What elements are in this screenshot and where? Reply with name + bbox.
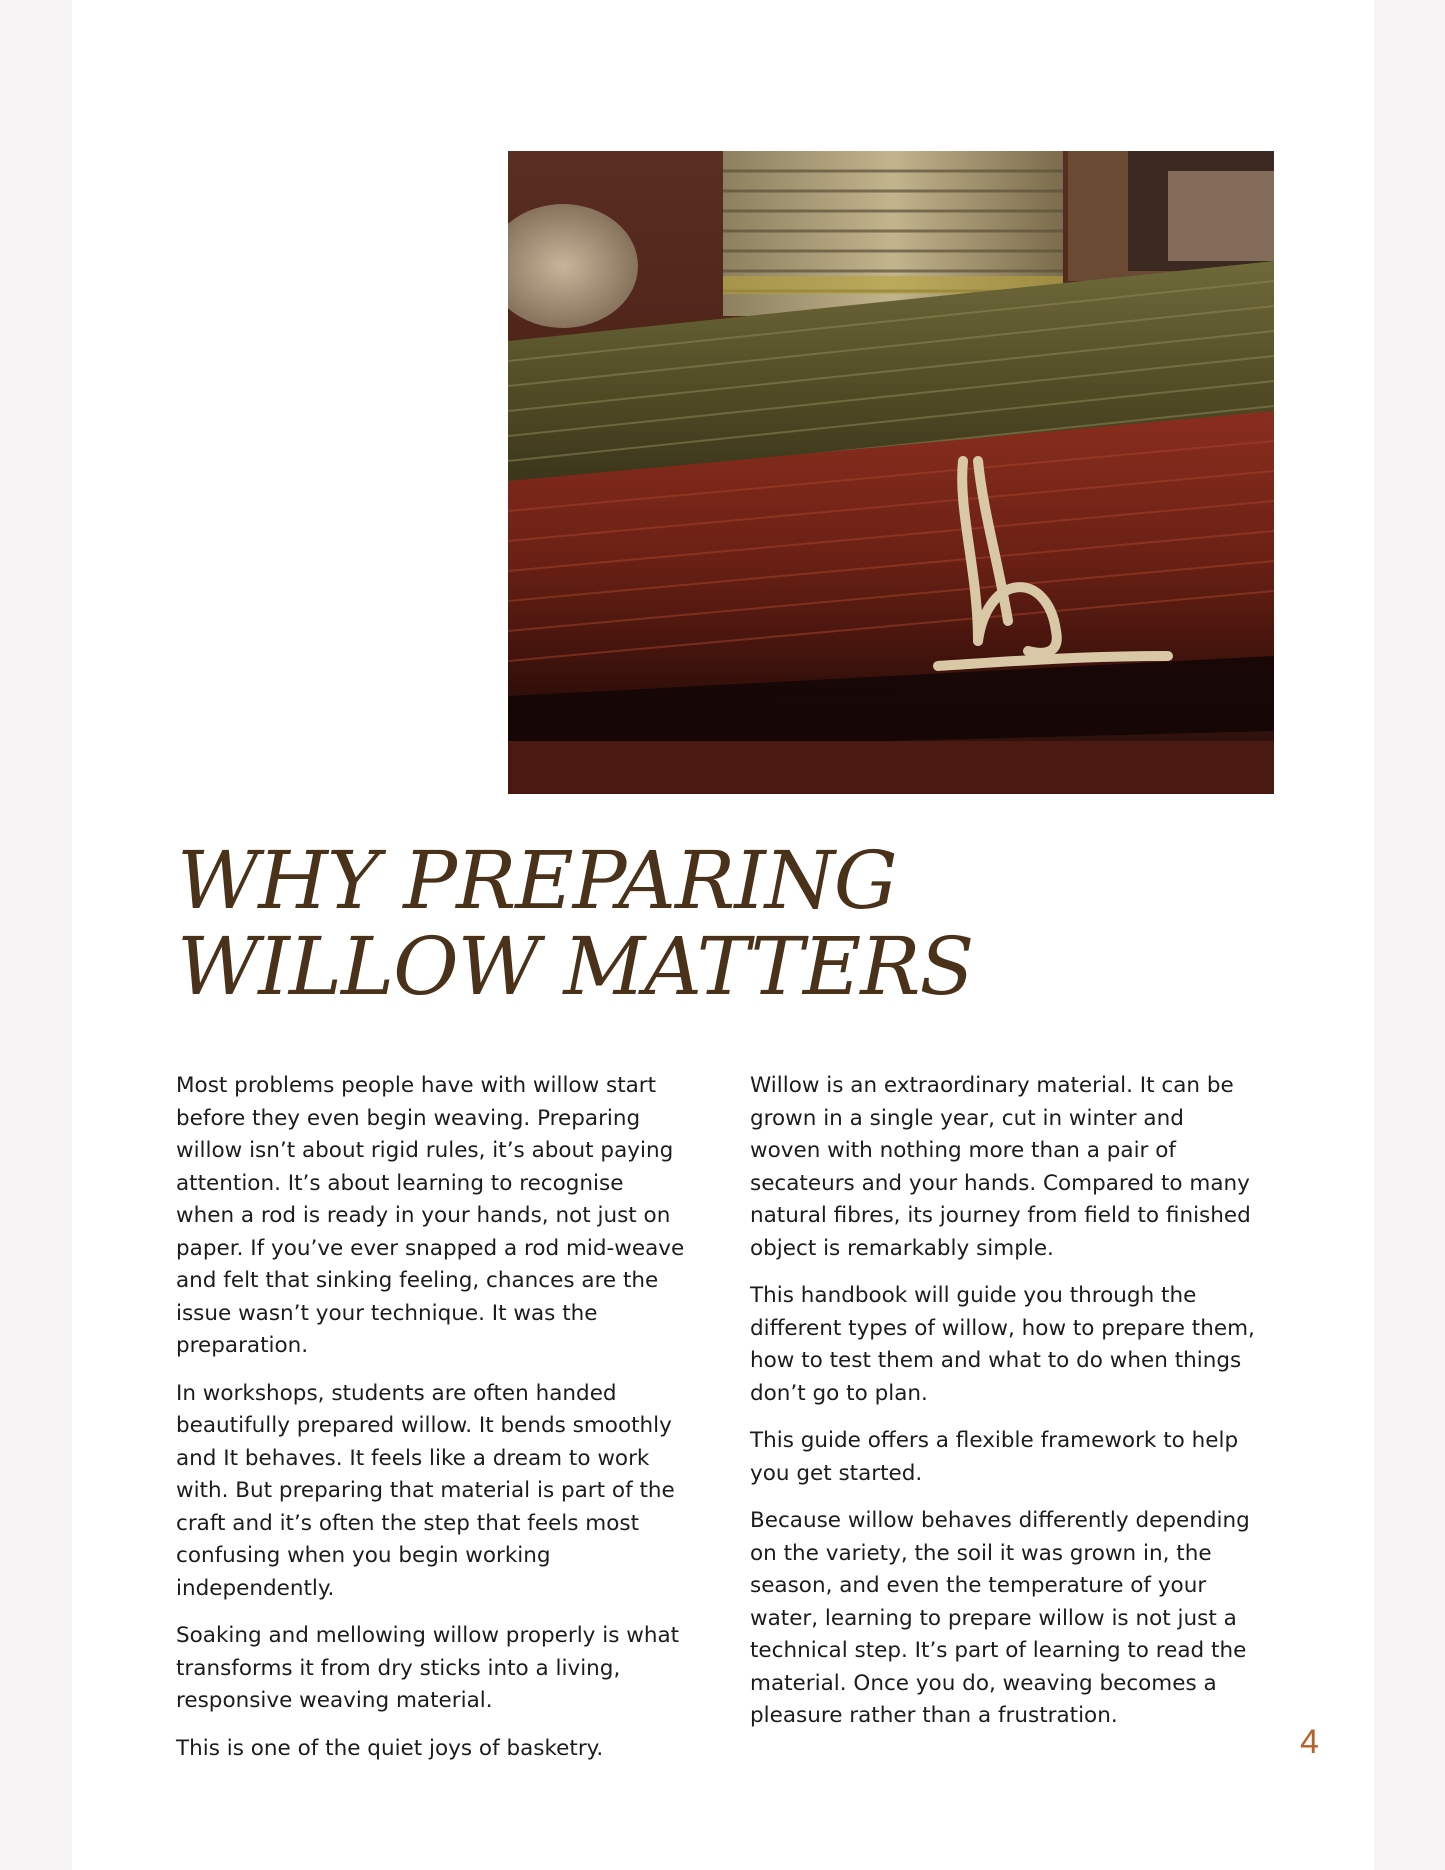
document-page	[72, 0, 1374, 1870]
paragraph: This is one of the quiet joys of basketry.	[176, 1735, 604, 1761]
paragraph: This handbook will guide you through the different types of willow, how to prepare them, how to test them and what to do when things don’t go to plan.	[750, 1283, 1255, 1406]
willow-bundles-photo	[508, 151, 1274, 794]
paragraph: Soaking and mellowing willow properly is what transforms it from dry sticks into a living, responsive weaving material.	[176, 1623, 680, 1713]
page-title	[177, 834, 974, 1013]
page-title-line-2: WILLOW MATTERS	[177, 920, 974, 1013]
page-title-line-1: WHY PREPARING	[177, 834, 897, 927]
paragraph: Willow is an extraordinary material. It can be grown in a single year, cut in winter and woven with nothing more than a pair of secateurs and your hands. Compared to many natural fibres, its journey from field to finished object is remarkably simple.	[750, 1073, 1251, 1261]
willow-bundles-illustration	[508, 151, 1274, 794]
paragraph: Because willow behaves differently depending on the variety, the soil it was grown in, the season, and even the temperature of your water, learning to prepare willow is not just a technical step. It’s part of learning to read the material. Once you do, weaving becomes a pleasure rather than a frustration.	[750, 1508, 1250, 1728]
paragraph: In workshops, students are often handed beautifully prepared willow. It bends smoothly and It behaves. It feels like a dream to work with. But preparing that material is part of the craft and it’s often the step that feels most confusing when you begin working independently.	[176, 1380, 675, 1601]
paragraph: This guide offers a flexible framework to help you get started.	[750, 1428, 1239, 1486]
page-number: 4	[1300, 1723, 1319, 1761]
left-column	[176, 1070, 686, 1780]
paragraph: Most problems people have with willow start before they even begin weaving. Preparing willow isn’t about rigid rules, it’s about paying attention. It’s about learning to recognise when a rod is ready in your hands, not just on paper. If you’ve ever snapped a rod mid-weave and felt that sinking feeling, chances are the issue wasn’t your technique. It was the preparation.	[176, 1073, 685, 1358]
right-column	[750, 1070, 1260, 1748]
